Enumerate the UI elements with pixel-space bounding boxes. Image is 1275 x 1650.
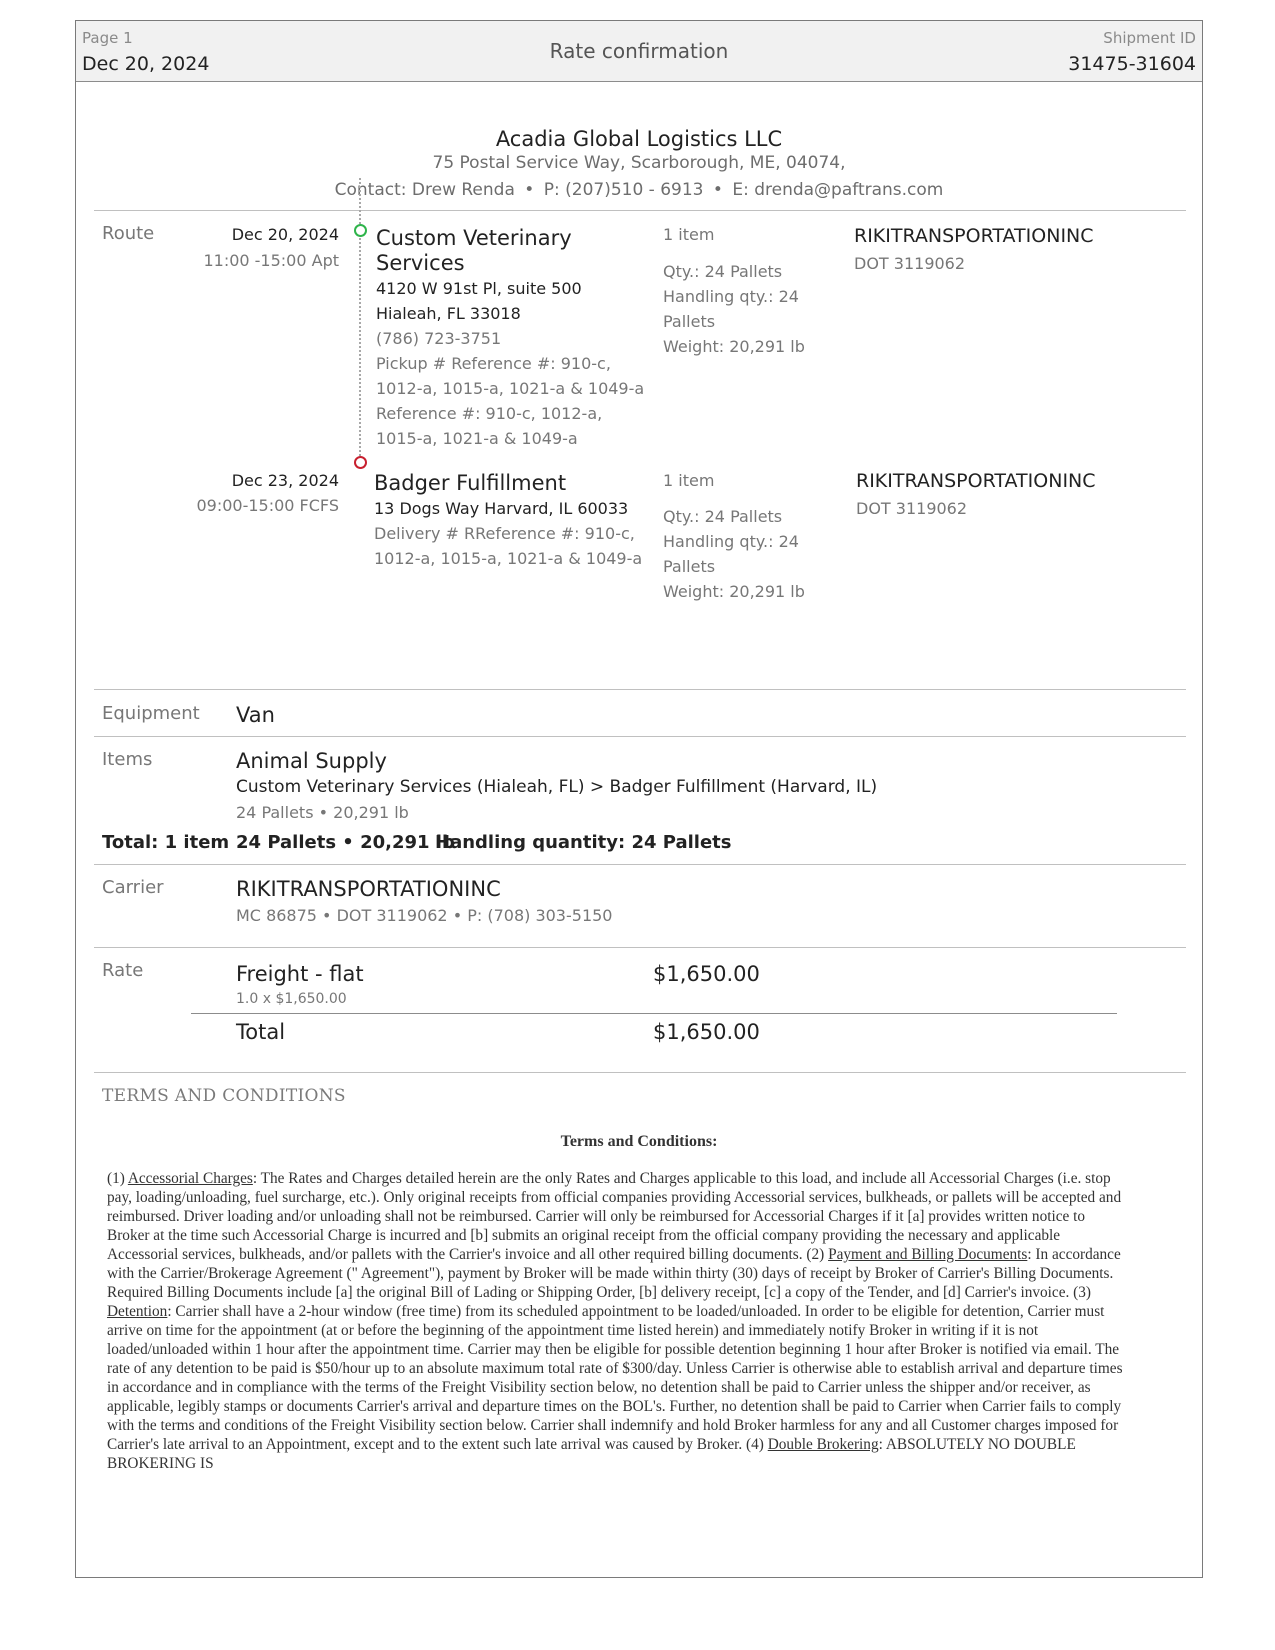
pickup-qty: Qty.: 24 Pallets [663, 262, 783, 281]
divider [94, 864, 1186, 865]
delivery-address1: 13 Dogs Way Harvard, IL 60033 [374, 499, 629, 518]
carrier-label: Carrier [102, 877, 164, 898]
page-header [76, 21, 1202, 82]
delivery-carrier-dot: DOT 3119062 [856, 499, 968, 518]
rate-total-amount: $1,650.00 [653, 1020, 760, 1044]
pickup-handling-unit: Pallets [663, 312, 716, 331]
pickup-time: 11:00 -15:00 Apt [203, 251, 339, 270]
terms-accessorial-heading: Accessorial Charges [127, 1170, 253, 1187]
rate-total-rule [191, 1013, 1117, 1014]
rate-label: Rate [102, 960, 144, 981]
document-title: Rate confirmation [549, 39, 729, 63]
pickup-name: Custom Veterinary [376, 226, 572, 250]
item-name: Animal Supply [236, 749, 387, 773]
terms-text: : Carrier shall have a 2-hour window (free time) from its scheduled appointment to be loaded/unloaded. In order to be eligible for detention, Carrier must arrive on time for the appointment (at or before the beginning of the appointment time listed herein) and immediately notify Broker in writing if it is not loaded/unloaded within 1 hour after the appointment time. Carrier may then be eligible for possible detention beginning 1 hour after Broker is notified via email. The rate of any detention to be paid is $50/hour up to an absolute maximum total rate of $300/day. Unless Carrier is otherwise able to establish arrival and departure times in accordance and in compliance with the terms of the Freight Visibility section below, no detention shall be paid to Carrier unless the shipper and/or receiver, as applicable, legibly stamps or documents Carrier's arrival and departure times on the BOL's. Further, no detention shall be paid to Carrier when Carrier fails to comply with the terms and conditions of the Freight Visibility section below. Carrier shall indemnify and hold Broker harmless for any and all Customer charges imposed for Carrier's late arrival to an Appointment, except and to the extent such late arrival was caused by Broker. (4) [107, 1303, 1123, 1453]
item-lane: Custom Veterinary Services (Hialeah, FL) > Badger Fulfillment (Harvard, IL) [236, 777, 878, 797]
delivery-qty: Qty.: 24 Pallets [663, 507, 783, 526]
carrier-detail: MC 86875 • DOT 3119062 • P: (708) 303-5150 [236, 906, 613, 925]
rate-line-calc: 1.0 x $1,650.00 [236, 991, 347, 1007]
pickup-ref: 1012-a, 1015-a, 1021-a & 1049-a [376, 379, 645, 398]
shipment-id: 31475-31604 [1068, 53, 1196, 75]
contact-name: Contact: Drew Renda [334, 180, 515, 200]
rate-line-name: Freight - flat [236, 962, 364, 986]
delivery-date: Dec 23, 2024 [231, 471, 339, 490]
company-address: 75 Postal Service Way, Scarborough, ME, 04074, [432, 153, 846, 173]
terms-heading: TERMS AND CONDITIONS [102, 1086, 346, 1106]
equipment-label: Equipment [102, 703, 200, 724]
pickup-phone: (786) 723-3751 [376, 329, 502, 348]
delivery-ref: 1012-a, 1015-a, 1021-a & 1049-a [374, 549, 643, 568]
pickup-date: Dec 20, 2024 [231, 225, 339, 244]
divider [94, 210, 1186, 211]
pickup-address2: Hialeah, FL 33018 [376, 304, 521, 323]
pickup-address1: 4120 W 91st Pl, suite 500 [376, 279, 582, 298]
pickup-handling: Handling qty.: 24 [663, 287, 799, 306]
delivery-handling: Handling qty.: 24 [663, 532, 799, 551]
terms-text: : The Rates and Charges detailed herein are the only Rates and Charges applicable to this load, and include all Accessorial Charges (i.e. stop pay, loading/unloading, fuel surcharge, etc.). Only original receipts from official companies providing Accessorial services, bulkheads, or pallets will be accepted and reimbursed. Driver loading and/or unloading shall not be reimbursed. Carrier will only be reimbursed for Accessorial Charges if it [a] provides written notice to Broker at the time such Accessorial Charge is incurred and [b] submits an original receipt from the official company providing the necessary and applicable Accessorial services, bulkheads, and/or pallets with the Carrier's invoice and all other required billing documents. (2) [107, 1170, 1122, 1263]
divider [94, 689, 1186, 690]
rate-total-label: Total [236, 1020, 286, 1044]
delivery-name: Badger Fulfillment [374, 471, 567, 495]
delivery-ref: Delivery # RReference #: 910-c, [374, 524, 635, 543]
divider [94, 947, 1186, 948]
company-contact [76, 180, 1202, 200]
pickup-ref: Reference #: 910-c, 1012-a, [376, 404, 603, 423]
shipment-id-label: Shipment ID [1103, 29, 1196, 47]
delivery-handling-unit: Pallets [663, 557, 716, 576]
route-timeline [359, 178, 361, 464]
delivery-items: 1 item [663, 471, 715, 490]
company-name: Acadia Global Logistics LLC [495, 127, 783, 151]
separator: • [524, 180, 535, 200]
route-label: Route [102, 223, 155, 244]
terms-detention-heading: Detention [107, 1303, 168, 1320]
pickup-ref: Pickup # Reference #: 910-c, [376, 354, 611, 373]
terms-double-brokering-heading: Double Brokering [767, 1436, 879, 1453]
terms-body [107, 1169, 1123, 1473]
terms-text: (1) [107, 1170, 128, 1187]
equipment-value: Van [236, 703, 275, 727]
carrier-name: RIKITRANSPORTATIONINC [236, 877, 501, 901]
pickup-marker-icon [354, 224, 367, 237]
delivery-time: 09:00-15:00 FCFS [196, 496, 339, 515]
rate-line-amount: $1,650.00 [653, 962, 760, 986]
pickup-carrier-dot: DOT 3119062 [854, 254, 966, 273]
items-total-label: Total: 1 item [102, 832, 230, 853]
delivery-marker-icon [354, 456, 367, 469]
separator: • [712, 180, 723, 200]
pickup-items: 1 item [663, 225, 715, 244]
delivery-weight: Weight: 20,291 lb [663, 582, 805, 601]
items-total-qty: 24 Pallets • 20,291 lb [236, 832, 455, 853]
terms-title: Terms and Conditions: [560, 1133, 718, 1150]
pickup-weight: Weight: 20,291 lb [663, 337, 805, 356]
rate-confirmation-page [75, 20, 1203, 1578]
items-total-handling: Handling quantity: 24 Pallets [435, 832, 732, 853]
header-date: Dec 20, 2024 [82, 53, 210, 75]
pickup-ref: 1015-a, 1021-a & 1049-a [376, 429, 578, 448]
item-detail: 24 Pallets • 20,291 lb [236, 803, 409, 822]
pickup-name-line2: Services [376, 251, 465, 275]
divider [94, 1072, 1186, 1073]
terms-text: : In accordance with the Carrier/Brokerage Agreement (" Agreement"), payment by Broker will be made within thirty (30) days of receipt by Broker of Carrier's Billing Documents. Required Billing Documents include [a] the original Bill of Lading or Shipping Order, [b] delivery receipt, [c] a copy of the Tender, and [d] Carrier's invoice. (3) [107, 1246, 1121, 1301]
delivery-carrier: RIKITRANSPORTATIONINC [856, 470, 1096, 492]
page-number: Page 1 [82, 29, 133, 47]
contact-email: E: drenda@paftrans.com [732, 180, 944, 200]
terms-text: : ABSOLUTELY NO DOUBLE BROKERING IS [107, 1436, 1076, 1472]
pickup-carrier: RIKITRANSPORTATIONINC [854, 225, 1094, 247]
items-label: Items [102, 749, 153, 770]
contact-phone: P: (207)510 - 6913 [543, 180, 704, 200]
divider [94, 736, 1186, 737]
terms-payment-heading: Payment and Billing Documents [828, 1246, 1028, 1263]
